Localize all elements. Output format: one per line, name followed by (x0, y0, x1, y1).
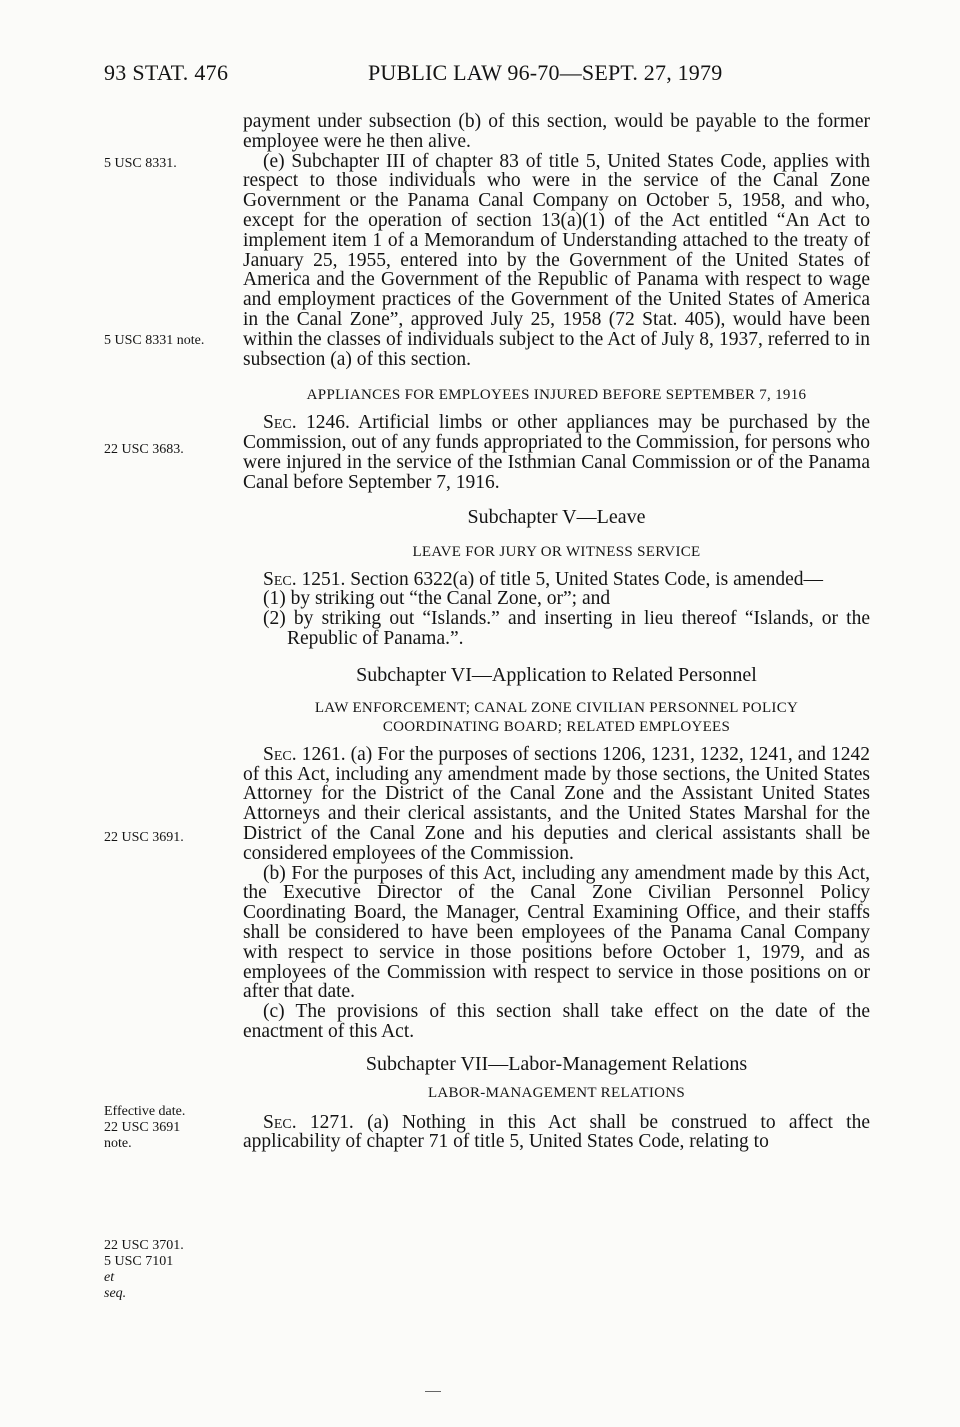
section-1261-b: (b) For the purposes of this Act, including any amendment made by this Act, the Executive Director of the Canal Zone Civilian Personnel Policy Coordinating Board, the Manager, Central Examining Office, and their staffs shall be considered to have been employees of the Panama Canal Company with respect to service in those positions before October 1, 1979, and as employees of the Commission with respect to service in those positions on or after that date. (243, 862, 870, 1003)
section-1251: Sec. 1251. Section 6322(a) of title 5, United States Code, is amended— (263, 568, 824, 590)
margin-note-usc-3683: 22 USC 3683. (104, 442, 184, 457)
section-1251-item-1: (1) by striking out “the Canal Zone, or”; and (263, 588, 611, 610)
body-text (243, 112, 870, 1152)
page-end-rule (425, 1391, 441, 1392)
margin-note-usc-8331-note: 5 USC 8331 note. (104, 333, 205, 348)
public-law-title: PUBLIC LAW 96-70—SEPT. 27, 1979 (368, 60, 723, 85)
section-heading-labor-management: LABOR-MANAGEMENT RELATIONS (427, 1084, 686, 1101)
subchapter-vi-title: Subchapter VI—Application to Related Personnel (356, 663, 757, 686)
margin-note-usc-3701: 22 USC 3701. 5 USC 7101 et seq. (104, 1238, 184, 1301)
section-1261-a: Sec. 1261. (a) For the purposes of sections 1206, 1231, 1232, 1241, and 1242 of this Act, including any amendment made by those sections, the United States Attorney for the District of the Canal Zone and the Assistant United States Attorneys and their clerical assistants, and the United States Marshal for the District of the Canal Zone and his deputies and clerical assistants shall be considered employees of the Commission. (243, 743, 870, 864)
section-heading-leave: LEAVE FOR JURY OR WITNESS SERVICE (412, 543, 701, 560)
section-1271: Sec. 1271. (a) Nothing in this Act shall be construed to affect the applicability of chapter 71 of title 5, United States Code, relating to (243, 1111, 870, 1153)
paragraph-continuation: payment under subsection (b) of this section, would be payable to the former employee were he then alive. (243, 111, 870, 152)
margin-note-usc-3691: 22 USC 3691. (104, 830, 184, 845)
section-1261-c: (c) The provisions of this section shall take effect on the date of the enactment of this Act. (243, 1001, 870, 1042)
section-heading-law-enforcement-line-1: LAW ENFORCEMENT; CANAL ZONE CIVILIAN PERSONNEL POLICY (314, 699, 799, 716)
subchapter-vii-title: Subchapter VII—Labor-Management Relations (365, 1052, 748, 1075)
section-1246: Sec. 1246. Artificial limbs or other appliances may be purchased by the Commission, out of any funds appropriated to the Commission, for persons who were injured in the service of the Isthmian Canal Commission or of the Panama Canal before September 7, 1916. (243, 412, 870, 493)
section-heading-law-enforcement-line-2: COORDINATING BOARD; RELATED EMPLOYEES (382, 718, 731, 735)
section-1251-item-2: (2) by striking out “Islands.” and inserting in lieu thereof “Islands, or the Republic of Panama.”. (263, 608, 870, 649)
margin-note-effective-date: Effective date. 22 USC 3691 note. (104, 1104, 186, 1151)
paragraph-subsection-e: (e) Subchapter III of chapter 83 of title 5, United States Code, applies with respect to those individuals who were in the service of the Canal Zone Government or the Panama Canal Company on October 5, 1958, and who, except for the operation of section 13(a)(1) of the Act entitled “An Act to implement item 1 of a Memorandum of Understanding attached to the treaty of January 25, 1955, entered into by the Government of the United States of America and the Government of the Republic of Panama with respect to wage and employment practices of the Government of the United States of America in the Canal Zone”, approved July 25, 1958 (72 Stat. 405), would have been within the classes of individuals subject to the Act of July 8, 1937, referred to in subsection (a) of this section. (243, 150, 870, 370)
margin-note-usc-8331: 5 USC 8331. (104, 156, 177, 171)
section-heading-appliances: APPLIANCES FOR EMPLOYEES INJURED BEFORE SEPTEMBER 7, 1916 (306, 387, 807, 404)
statute-page-number: 93 STAT. 476 (104, 60, 229, 85)
subchapter-v-title: Subchapter V—Leave (467, 505, 646, 528)
page-header (104, 60, 872, 90)
